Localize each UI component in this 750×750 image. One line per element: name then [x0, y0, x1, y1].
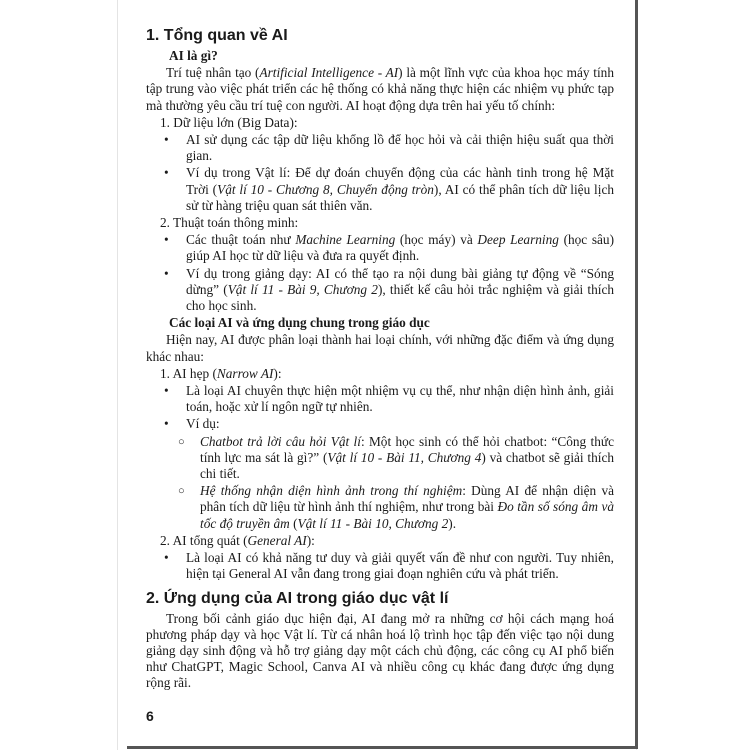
reference: Vật lí 10 - Chương 8, Chuyển động tròn [217, 181, 434, 197]
bullet-icon: • [164, 232, 169, 248]
text: ): [306, 532, 315, 548]
intro-paragraph [146, 65, 614, 114]
page-content [146, 26, 614, 693]
bullet-item [146, 266, 614, 315]
numbered-item-big-data: 1. Dữ liệu lớn (Big Data): [160, 114, 298, 130]
reference: Vật lí 11 - Bài 10, Chương 2 [297, 515, 449, 531]
bullet-item [146, 132, 614, 164]
types-intro-paragraph: Hiện nay, AI được phân loại thành hai loại chính, với những đặc điểm và ứng dụng khác nhau: [146, 332, 614, 364]
bullet-text: Là loại AI chuyên thực hiện một nhiệm vụ cụ thể, như nhận diện hình ảnh, giải toán, hoặc xử lí ngôn ngữ tự nhiên. [186, 383, 614, 415]
reference: Vật lí 10 - Bài 11, Chương 4 [327, 449, 482, 465]
numbered-item-narrow-ai [160, 366, 614, 382]
bullet-icon: • [164, 165, 169, 181]
text: ): [273, 365, 282, 381]
text: ), thiết kế câu hỏi trắc nghiệm và giải thích cho học sinh. [186, 281, 614, 314]
text: ). [448, 515, 457, 531]
text: ) và chatbot sẽ giải thích chi tiết. [200, 449, 614, 482]
numbered-item-general-ai [160, 533, 614, 549]
subheading-what-is-ai: AI là gì? [169, 48, 218, 63]
bullet-item [146, 165, 614, 214]
text: ( [289, 515, 298, 531]
lesson-name: Đo tần số sóng âm và tốc độ truyền âm [200, 499, 614, 531]
text: Ví dụ trong giảng dạy: AI có thể tạo ra nội dung bài giảng tự động về “Sóng dừng” ( [186, 265, 614, 297]
text: 1. AI hẹp ( [160, 365, 217, 381]
text: (học máy) và [395, 232, 478, 248]
term: Deep Learning [477, 232, 559, 248]
bullet-item [146, 383, 614, 415]
sub-bullet-item [146, 434, 614, 483]
section-heading-applications: 2. Ứng dụng của AI trong giáo dục vật lí [146, 589, 449, 607]
bullet-icon: • [164, 132, 169, 148]
bullet-icon: • [164, 550, 169, 566]
bullet-icon: • [164, 416, 169, 432]
bullet-text: Ví dụ: [186, 416, 220, 432]
term: Narrow AI [216, 365, 274, 381]
bullet-icon: • [164, 383, 169, 399]
example-title: Hệ thống nhận diện hình ảnh trong thí nghiệm [200, 483, 463, 499]
bullet-item [146, 232, 614, 264]
bullet-item [146, 416, 614, 432]
term-ai: Artificial Intelligence - AI [259, 65, 399, 81]
text: ) là một lĩnh vực của khoa học máy tính tập trung vào việc phát triển các hệ thống có khả năng thực hiện các nhiệm vụ phức tạp mà thường yêu cầu trí tuệ con người. AI hoạt động dựa trên hai yếu tố chính: [146, 65, 614, 113]
bullet-icon: • [164, 265, 169, 281]
page-number: 6 [146, 708, 154, 724]
text: Trí tuệ nhân tạo ( [166, 65, 260, 81]
circle-bullet-icon: ○ [178, 435, 185, 448]
text: : Dùng AI để nhận diện và phân tích dữ liệu từ hình ảnh thí nghiệm, như trong bài [200, 483, 614, 515]
bullet-text: Là loại AI có khả năng tư duy và giải quyết vấn đề như con người. Tuy nhiên, hiện tại General AI vẫn đang trong giai đoạn nghiên cứu và phát triển. [186, 550, 614, 582]
subheading-ai-types: Các loại AI và ứng dụng chung trong giáo dục [169, 315, 430, 331]
text: : Một học sinh có thể hỏi chatbot: “Công thức tính lực ma sát là gì?” ( [200, 433, 614, 465]
term: Machine Learning [295, 232, 396, 248]
section-heading-overview: 1. Tổng quan về AI [146, 27, 288, 44]
term: General AI [247, 532, 307, 548]
text: Các thuật toán như [186, 232, 296, 248]
text: Ví dụ trong Vật lí: Để dự đoán chuyển động của các hành tinh trong hệ Mặt Trời ( [186, 165, 614, 197]
bullet-text: AI sử dụng các tập dữ liệu khổng lồ để học hỏi và cải thiện hiệu suất qua thời gian. [186, 132, 614, 164]
text: 2. AI tổng quát ( [160, 532, 248, 548]
text: ), AI có thể phân tích dữ liệu lịch sử từ hàng triệu quan sát thiên văn. [186, 181, 614, 213]
circle-bullet-icon: ○ [178, 485, 185, 498]
sub-bullet-item [146, 483, 614, 532]
applications-paragraph: Trong bối cảnh giáo dục hiện đại, AI đang mở ra những cơ hội cách mạng hoá phương pháp dạy và học Vật lí. Từ cá nhân hoá lộ trình học tập đến việc tạo nội dung giảng dạy sinh động và hỗ trợ giảng dạy một cách chủ động, các công cụ AI phổ biến như ChatGPT, Magic School, Canva AI và nhiều công cụ khác đang được ứng dụng rộng rãi. [146, 610, 614, 691]
bullet-item [146, 550, 614, 582]
numbered-item-algorithms: 2. Thuật toán thông minh: [160, 215, 299, 231]
text: (học sâu) giúp AI học từ dữ liệu và đưa ra quyết định. [186, 232, 615, 264]
example-title: Chatbot trả lời câu hỏi Vật lí [200, 433, 361, 449]
reference: Vật lí 11 - Bài 9, Chương 2 [227, 281, 378, 297]
